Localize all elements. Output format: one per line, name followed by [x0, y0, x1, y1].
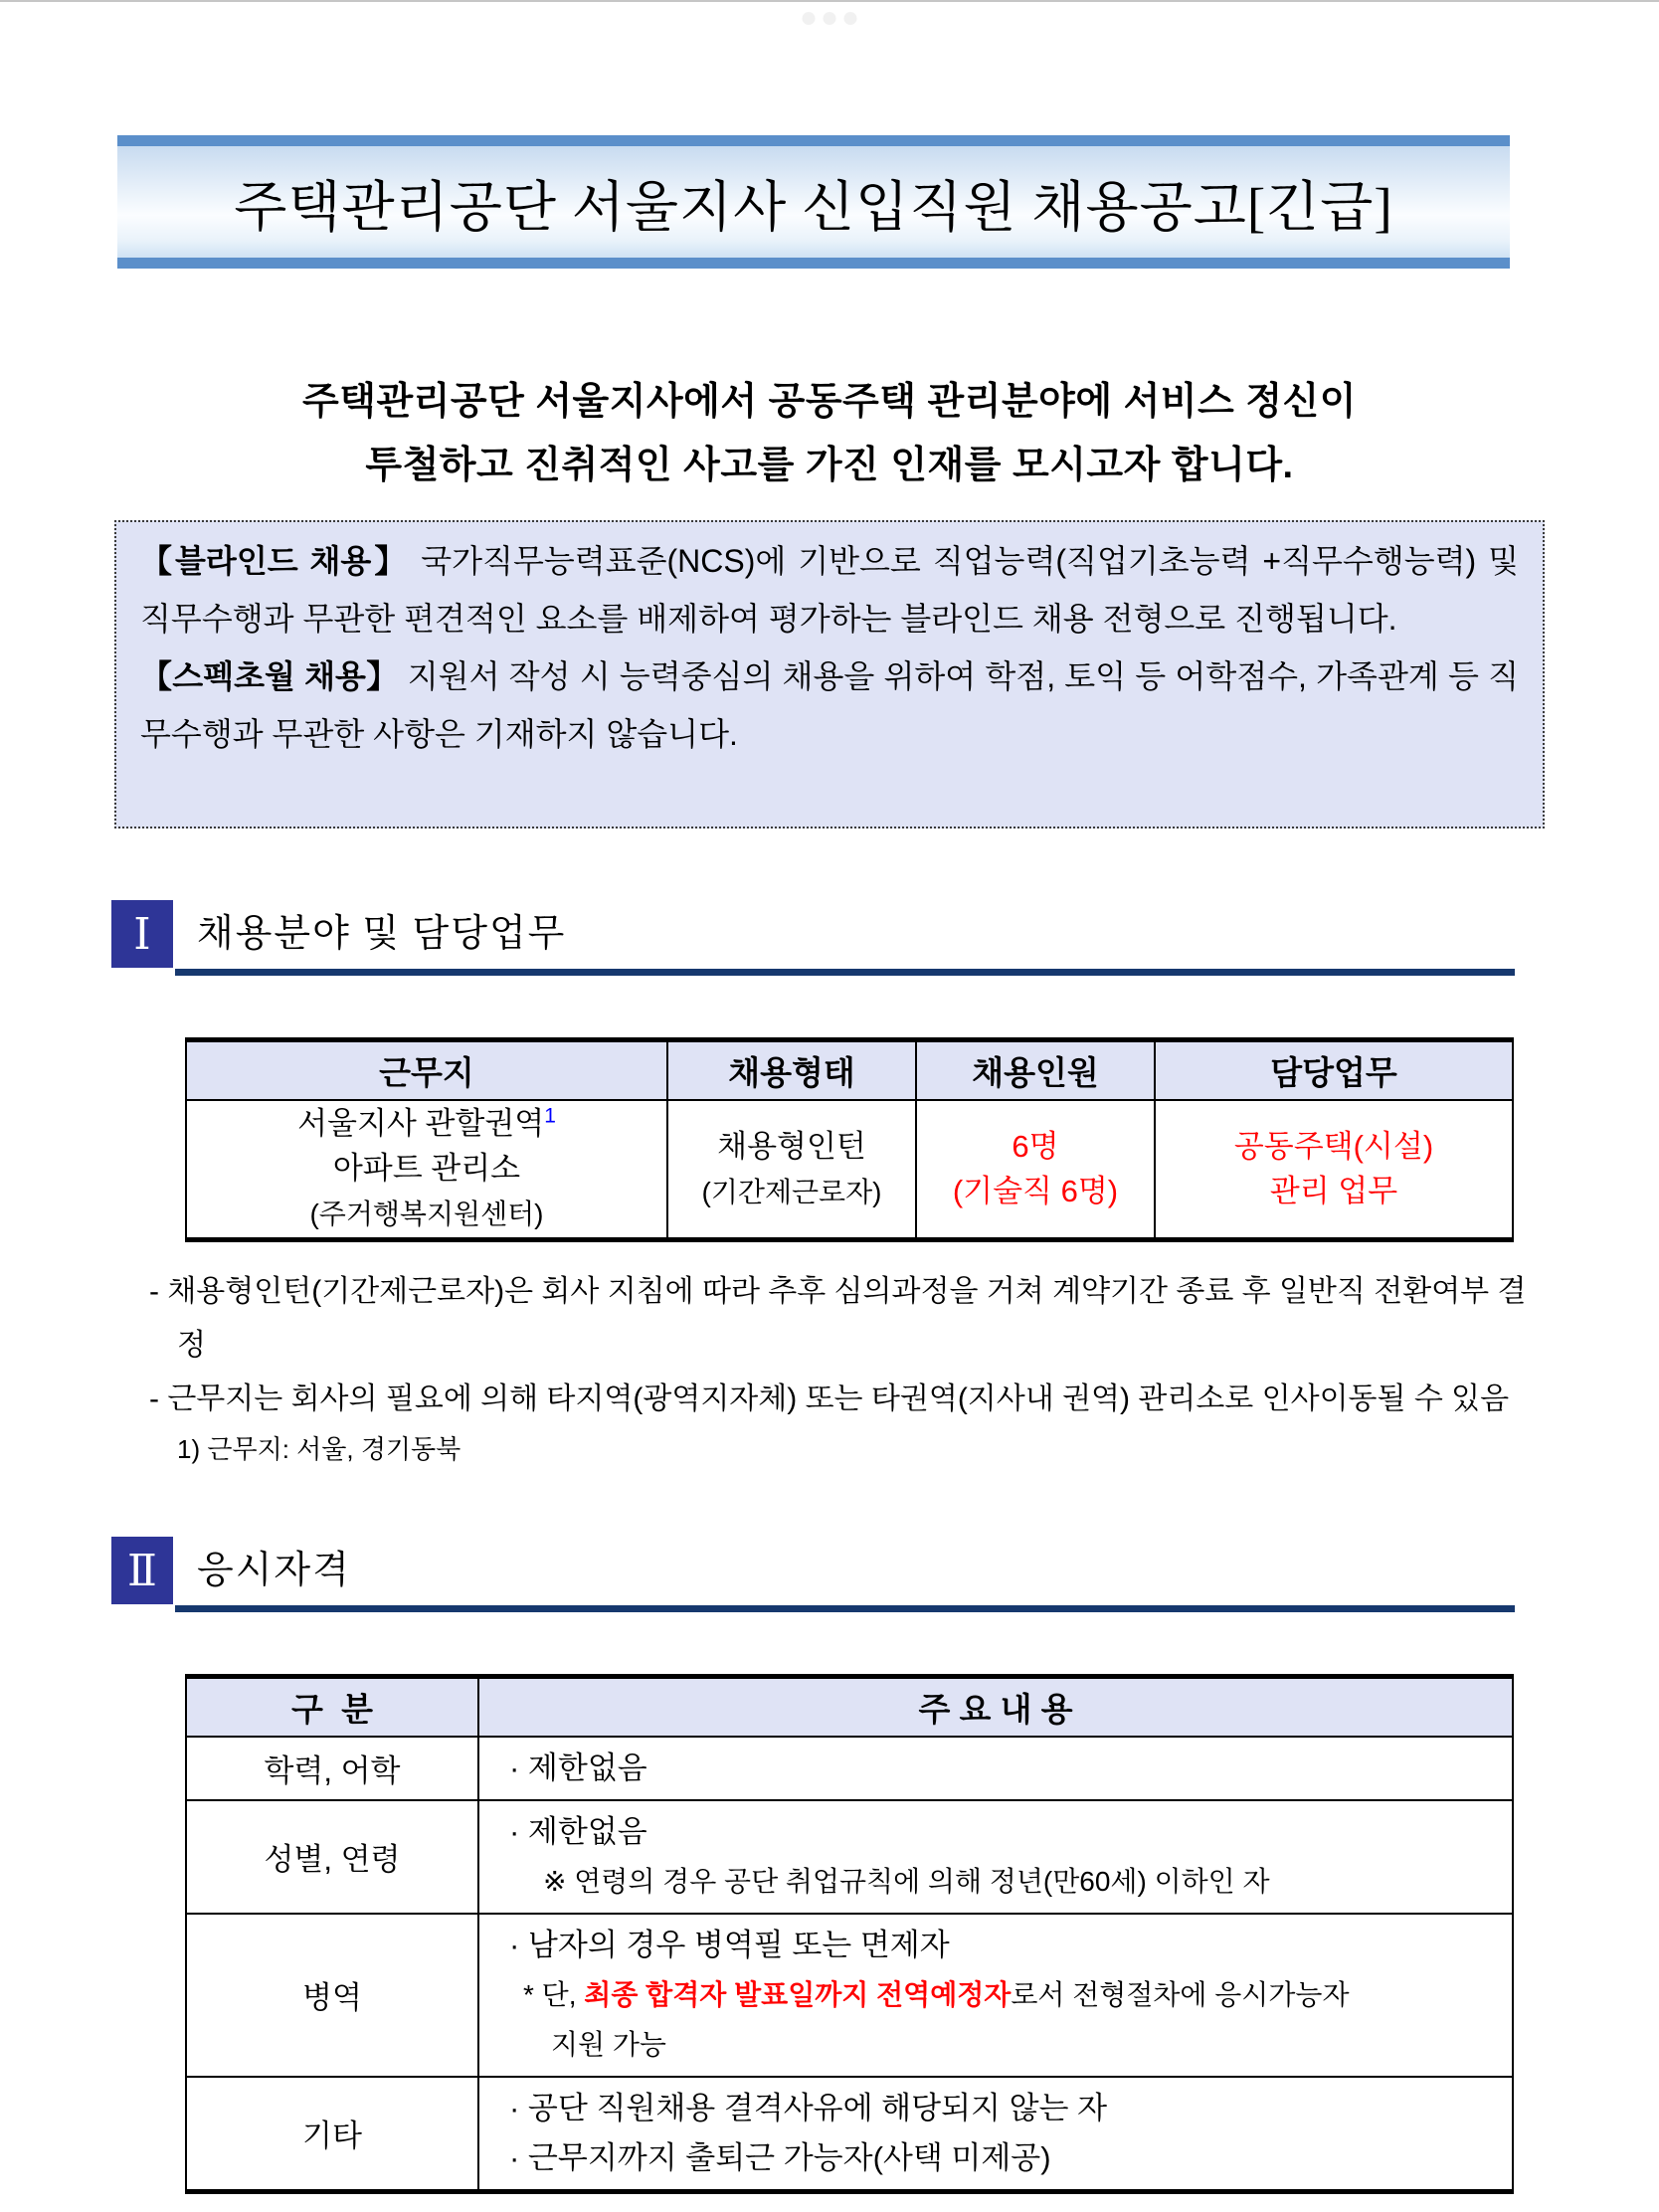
cell-category: 성별, 연령	[186, 1800, 478, 1914]
section-2-rule	[175, 1605, 1515, 1612]
cell-category: 학력, 어학	[186, 1737, 478, 1800]
table-row-others	[186, 2077, 1513, 2192]
table-header-row	[186, 1040, 1513, 1100]
footnote-ref-1: 1	[544, 1104, 556, 1128]
col-header-category: 구 분	[186, 1677, 478, 1737]
section-2-numeral-badge	[111, 1537, 173, 1604]
intro-paragraph	[114, 370, 1545, 497]
viewer-top-border	[0, 0, 1659, 2]
section-2-title: 응시자격	[197, 1550, 351, 1591]
detail-line: · 근무지까지 출퇴근 가능자(사택 미제공)	[509, 2139, 1051, 2175]
cell-details	[478, 1914, 1513, 2077]
note-item: - 근무지는 회사의 필요에 의해 타지역(광역지자체) 또는 타권역(지사내 권역) 관리소로 인사이동될 수 있음	[149, 1382, 1510, 1415]
headcount-line-2: (기술직 6명)	[952, 1174, 1119, 1209]
hire-type-line-1: 채용형인턴	[717, 1128, 866, 1164]
cell-details	[478, 1737, 1513, 1800]
detail-subline: ※ 연령의 경우 공단 취업규칙에 의해 정년(만60세) 이하인 자	[543, 1865, 1270, 1897]
spec-hiring-label: 【스펙초월 채용】	[140, 658, 399, 694]
intro-line-1: 주택관리공단 서울지사에서 공동주택 관리분야에 서비스 정신이	[302, 381, 1357, 423]
duty-line-1: 공동주택(시설)	[1233, 1129, 1434, 1165]
detail-line: · 남자의 경우 병역필 또는 면제자	[509, 1927, 950, 1962]
cell-duty	[1155, 1100, 1513, 1240]
cell-details	[478, 2077, 1513, 2192]
table-row-gender-age	[186, 1800, 1513, 1914]
detail-subline: 지원 가능	[551, 2028, 666, 2060]
page-title: 주택관리공단 서울지사 신입직원 채용공고[긴급]	[234, 176, 1393, 238]
cell-category: 병역	[186, 1914, 478, 2077]
detail-line: · 제한없음	[509, 1813, 647, 1849]
duty-line-2: 관리 업무	[1269, 1174, 1398, 1209]
intro-line-2: 투철하고 진취적인 사고를 가진 인재를 모시고자 합니다.	[365, 445, 1294, 486]
dot-icon	[803, 12, 816, 25]
eligibility-table	[185, 1674, 1514, 2194]
dot-icon	[844, 12, 857, 25]
section-2-numeral: Ⅱ	[127, 1546, 157, 1595]
note-item: - 채용형인턴(기간제근로자)은 회사 지침에 따라 추후 심의과정을 거쳐 계약기간 종료 후 일반직 전환여부 결정	[149, 1275, 1527, 1362]
detail-line: · 제한없음	[509, 1750, 647, 1785]
section-1-numeral: Ⅰ	[133, 909, 151, 959]
section-1-numeral-badge	[111, 900, 173, 968]
cell-workplace	[186, 1100, 667, 1240]
workplace-line-3: (주거행복지원센터)	[309, 1198, 544, 1230]
col-header-details: 주 요 내 용	[478, 1677, 1513, 1737]
headcount-line-1: 6명	[1012, 1129, 1059, 1165]
table-row-military	[186, 1914, 1513, 2077]
workplace-line-2: 아파트 관리소	[332, 1151, 521, 1187]
col-header-duty: 담당업무	[1155, 1040, 1513, 1100]
cell-category: 기타	[186, 2077, 478, 2192]
cell-hire-type	[667, 1100, 916, 1240]
cell-headcount	[916, 1100, 1155, 1240]
blind-hiring-label: 【블라인드 채용】	[140, 543, 410, 579]
workplace-line-1: 서울지사 관할권역	[297, 1106, 545, 1142]
table-row	[186, 1100, 1513, 1240]
military-note-suffix: 로서 전형절차에 응시가능자	[1011, 1978, 1350, 2010]
section-1-rule	[175, 969, 1515, 976]
blind-hiring-text: 국가직무능력표준(NCS)에 기반으로 직업능력(직업기초능력 +직무수행능력) 및 직무수행과 무관한 편견적인 요소를 배제하여 평가하는 블라인드 채용 전형으로 진행됩니다.	[140, 543, 1519, 637]
spec-hiring-text: 지원서 작성 시 능력중심의 채용을 위하여 학점, 토익 등 어학점수, 가족관계 등 직무수행과 무관한 사항은 기재하지 않습니다.	[140, 658, 1519, 752]
drag-handle-dots-icon	[803, 12, 857, 25]
col-header-workplace: 근무지	[186, 1040, 667, 1100]
section-1-title: 채용분야 및 담당업무	[197, 913, 567, 955]
detail-subline	[509, 1970, 1502, 2020]
notice-box	[114, 520, 1545, 829]
col-header-hire-type: 채용형태	[667, 1040, 916, 1100]
dot-icon	[824, 12, 836, 25]
recruitment-field-table	[185, 1037, 1514, 1242]
cell-details	[478, 1800, 1513, 1914]
table-row-education	[186, 1737, 1513, 1800]
military-note-highlight: 최종 합격자 발표일까지 전역예정자	[584, 1978, 1012, 2010]
detail-line: · 공단 직원채용 결격사유에 해당되지 않는 자	[509, 2090, 1108, 2125]
table-header-row	[186, 1677, 1513, 1737]
title-banner	[117, 135, 1510, 269]
col-header-headcount: 채용인원	[916, 1040, 1155, 1100]
hire-type-line-2: (기간제근로자)	[701, 1176, 882, 1207]
footnote-workplace: 1) 근무지: 서울, 경기동북	[177, 1434, 461, 1464]
military-note-prefix: * 단,	[523, 1978, 585, 2010]
table-notes	[149, 1265, 1542, 1472]
